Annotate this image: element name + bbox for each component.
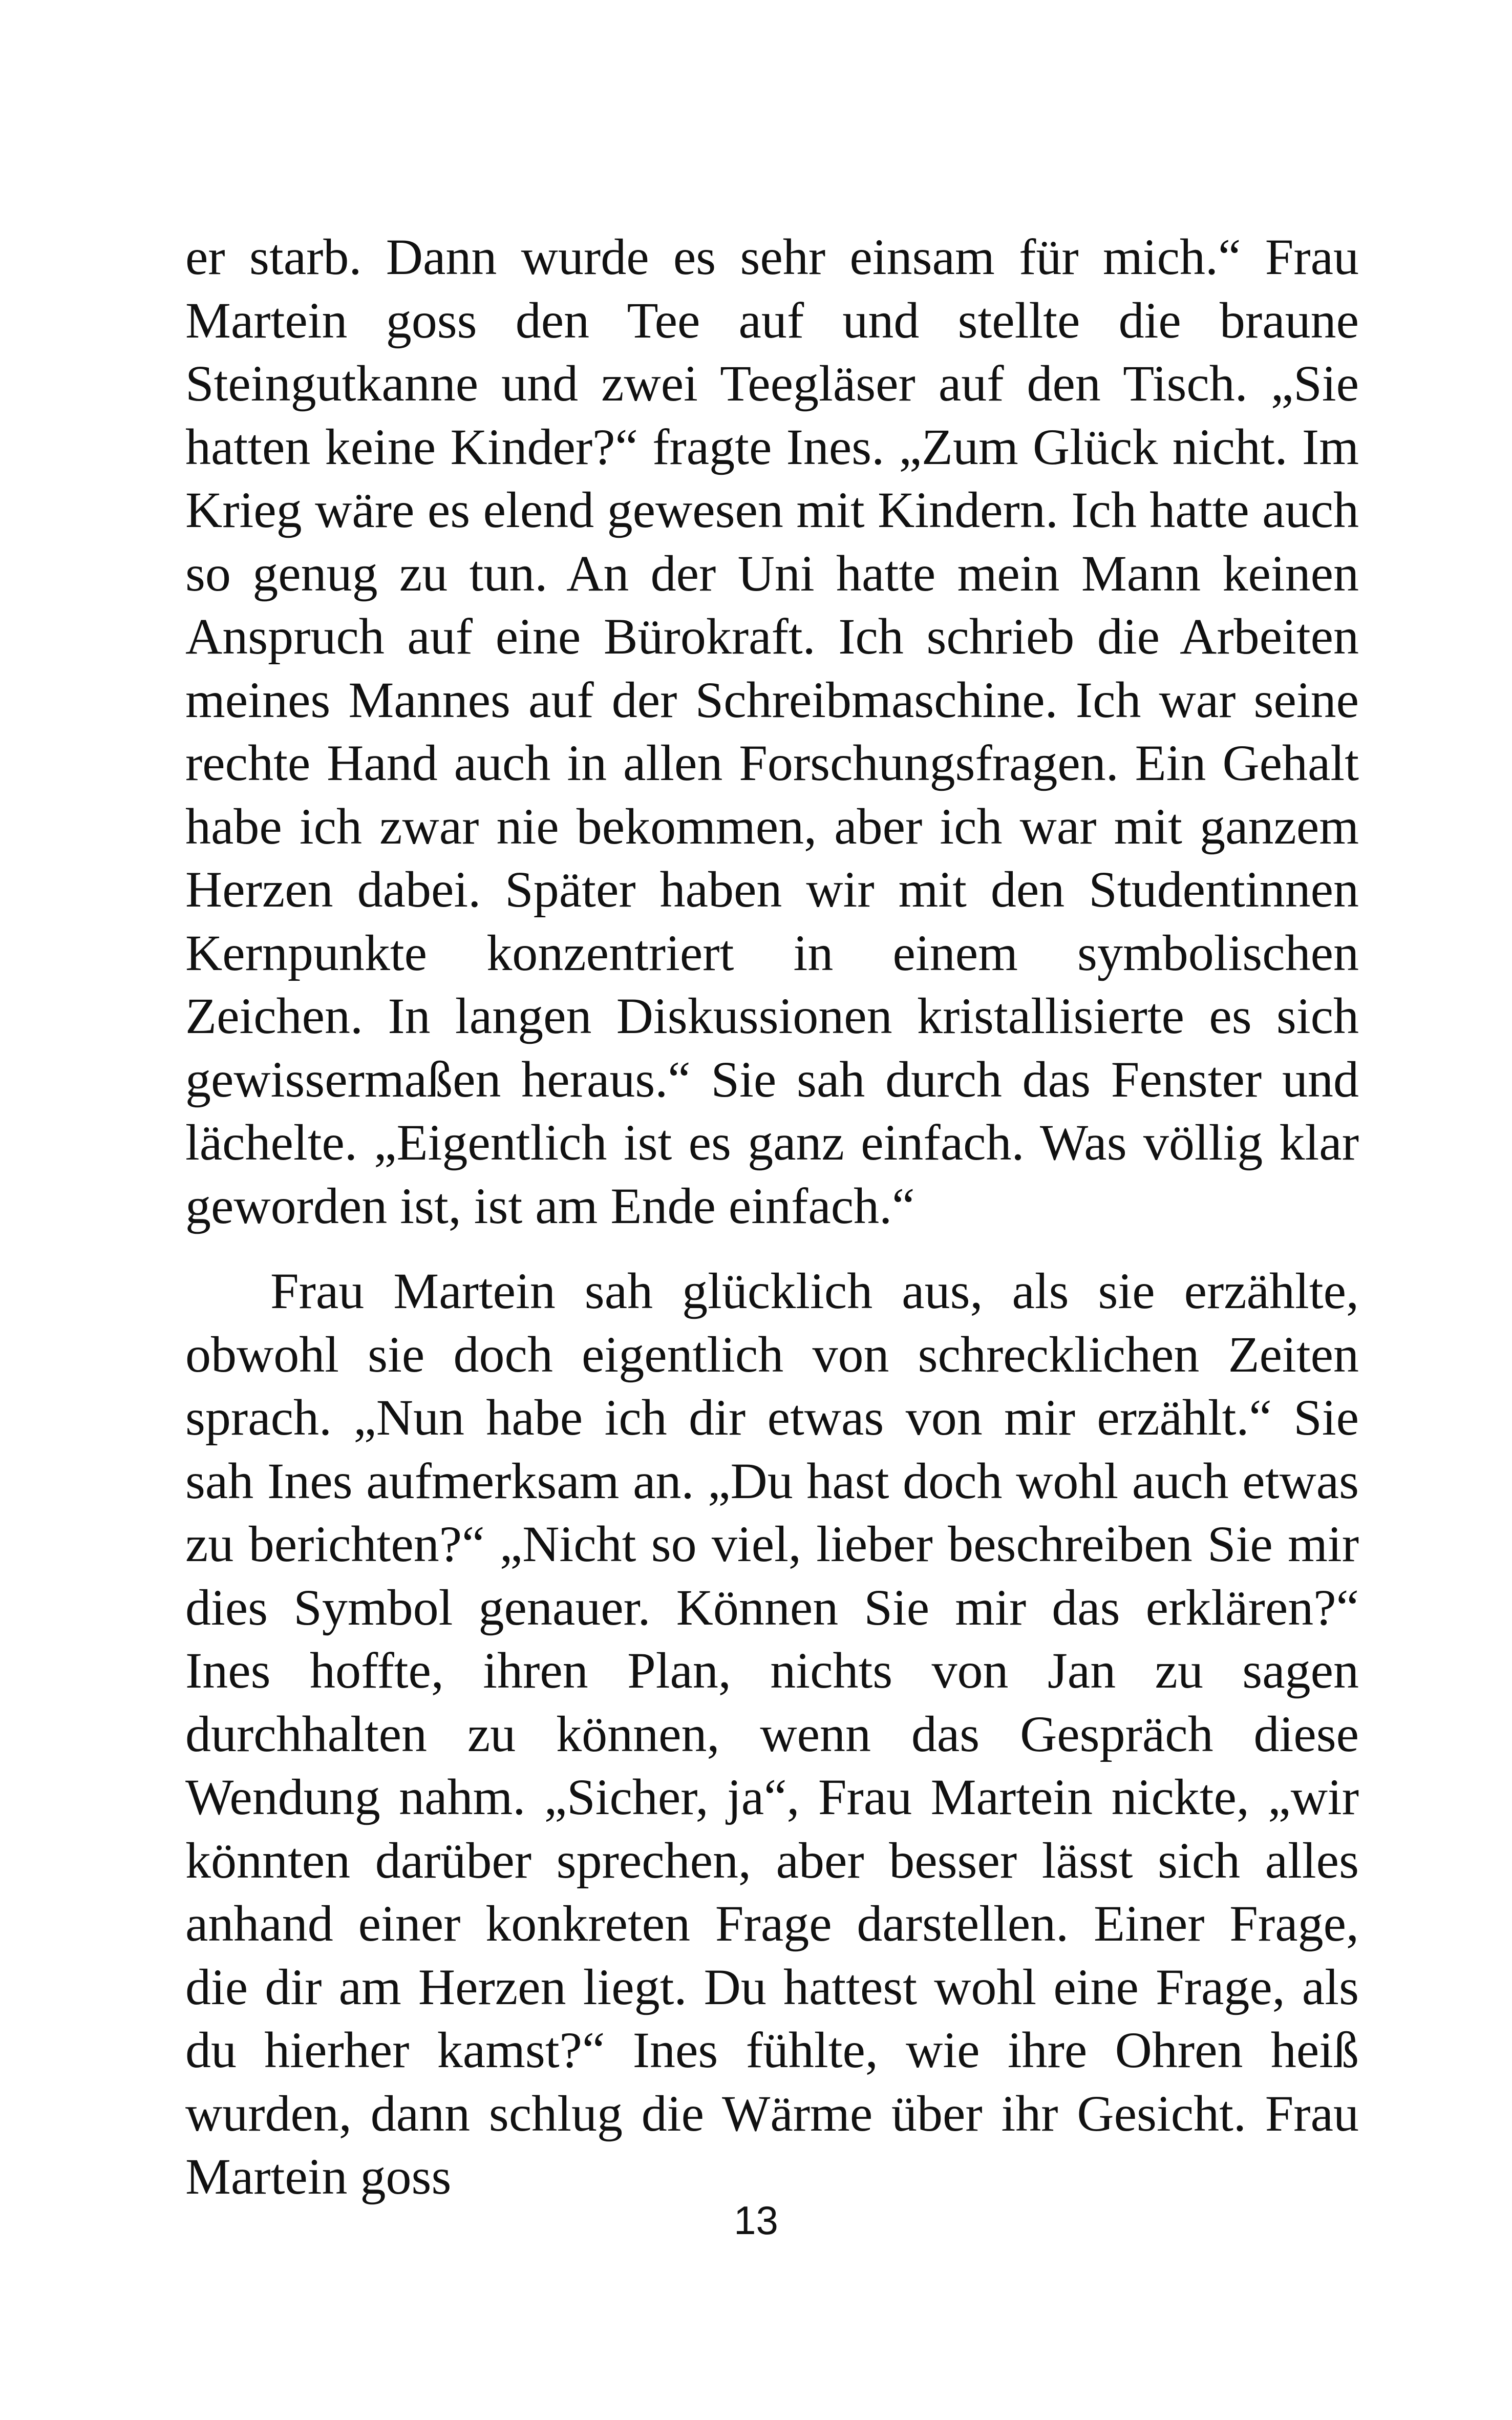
page-number: 13 (734, 2198, 778, 2243)
body-text (185, 225, 1359, 2208)
paragraph-2: Frau Martein sah glücklich aus, als sie erzählte, obwohl sie doch eigentlich von schrecklichen Zeiten sprach. „Nun habe ich dir etwas von mir erzählt.“ Sie sah Ines aufmerksam an. „Du hast doch wohl auch etwas zu berichten?“ „Nicht so viel, lieber beschreiben Sie mir dies Symbol genauer. Können Sie mir das erklären?“ Ines hoffte, ihren Plan, nichts von Jan zu sagen durchhalten zu können, wenn das Gespräch diese Wendung nahm. „Sicher, ja“, Frau Martein nickte, „wir könnten darüber sprechen, aber besser lässt sich alles anhand einer konkreten Frage darstellen. Einer Frage, die dir am Herzen liegt. Du hattest wohl eine Frage, als du hierher kamst?“ Ines fühlte, wie ihre Ohren heiß wurden, dann schlug die Wärme über ihr Gesicht. Frau Martein goss (185, 1262, 1359, 2205)
paragraph-1: er starb. Dann wurde es sehr einsam für mich.“ Frau Martein goss den Tee auf und stellte die braune Steingutkanne und zwei Teegläser auf den Tisch. „Sie hatten keine Kinder?“ fragte Ines. „Zum Glück nicht. Im Krieg wäre es elend gewesen mit Kindern. Ich hatte auch so genug zu tun. An der Uni hatte mein Mann keinen Anspruch auf eine Bürokraft. Ich schrieb die Arbeiten meines Mannes auf der Schreibmaschine. Ich war seine rechte Hand auch in allen Forschungsfragen. Ein Gehalt habe ich zwar nie bekommen, aber ich war mit ganzem Herzen dabei. Später haben wir mit den Studentinnen Kernpunkte konzentriert in einem symbolischen Zeichen. In langen Diskussionen kristallisierte es sich gewissermaßen heraus.“ Sie sah durch das Fenster und lächelte. „Eigentlich ist es ganz einfach. Was völlig klar geworden ist, ist am Ende einfach.“ (185, 228, 1359, 1234)
